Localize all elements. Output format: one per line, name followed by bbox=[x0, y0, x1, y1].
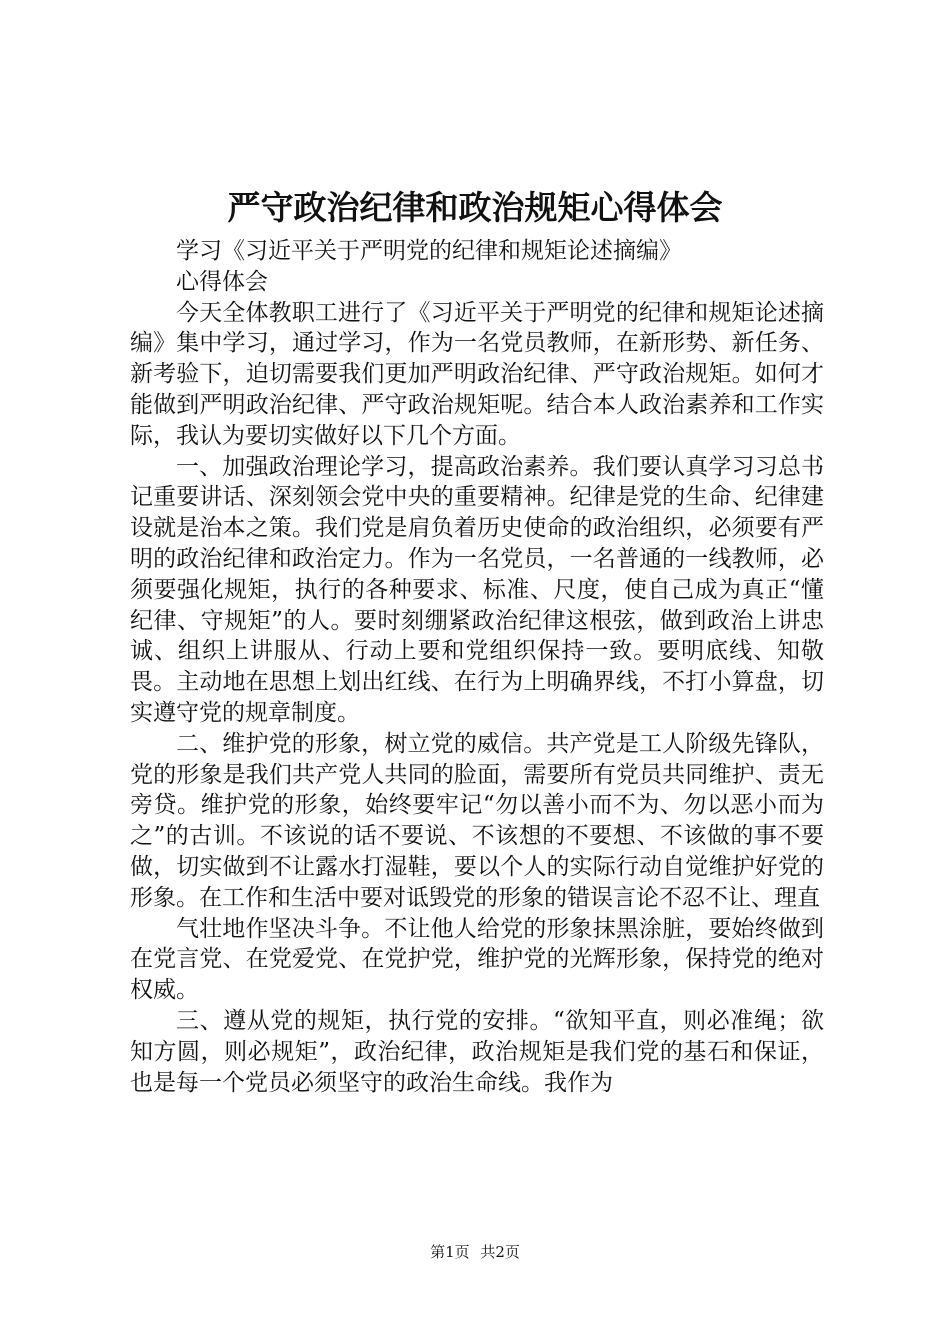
page-footer bbox=[0, 1242, 950, 1262]
subtitle-line-1: 学习《习近平关于严明党的纪律和规矩论述摘编》 bbox=[176, 238, 682, 264]
page-number: 第1页 bbox=[430, 1243, 470, 1261]
paragraph-section-1: 一、加强政治理论学习，提高政治素养。我们要认真学习习总书记重要讲话、深刻领会党中央的重要精神。纪律是党的生命、纪律建设就是治本之策。我们党是肩负着历史使命的政治组织，必须要有严明的政治纪律和政治定力。作为一名党员，一名普通的一线教师，必须要强化规矩，执行的各种要求、标准、尺度，使自己成为真正“懂纪律、守规矩”的人。要时刻绷紧政治纪律这根弦，做到政治上讲忠诚、组织上讲服从、行动上要和党组织保持一致。要明底线、知敬畏。主动地在思想上划出红线、在行为上明确界线，不打小算盘，切实遵守党的规章制度。 bbox=[130, 453, 824, 726]
document-body bbox=[130, 236, 824, 1098]
page-total: 共2页 bbox=[480, 1243, 520, 1261]
paragraph-intro: 今天全体教职工进行了《习近平关于严明党的纪律和规矩论述摘编》集中学习，通过学习，作为一名党员教师，在新形势、新任务、新考验下，迫切需要我们更加严明政治纪律、严守政治规矩。如何才能做到严明政治纪律、严守政治规矩呢。结合本人政治素养和工作实际，我认为要切实做好以下几个方面。 bbox=[130, 299, 824, 449]
paragraph-section-3: 三、遵从党的规矩，执行党的安排。“欲知平直，则必准绳；欲知方圆，则必规矩”，政治纪律，政治规矩是我们党的基石和保证，也是每一个党员必须坚守的政治生命线。我作为 bbox=[130, 1007, 824, 1096]
paragraph-section-2: 二、维护党的形象，树立党的威信。共产党是工人阶级先锋队，党的形象是我们共产党人共同的脸面，需要所有党员共同维护、责无旁贷。维护党的形象，始终要牢记“勿以善小而不为、勿以恶小而为之”的古训。不该说的话不要说、不该想的不要想、不该做的事不要做，切实做到不让露水打湿鞋，要以个人的实际行动自觉维护好党的形象。在工作和生活中要对诋毁党的形象的错误言论不忍不让、理直 bbox=[130, 730, 824, 911]
paragraph-section-2-cont: 气壮地作坚决斗争。不让他人给党的形象抹黑涂脏，要始终做到在党言党、在党爱党、在党护党，维护党的光辉形象，保持党的绝对权威。 bbox=[130, 915, 824, 1004]
document-title: 严守政治纪律和政治规矩心得体会 bbox=[227, 188, 723, 227]
subtitle-line-2: 心得体会 bbox=[176, 268, 268, 295]
